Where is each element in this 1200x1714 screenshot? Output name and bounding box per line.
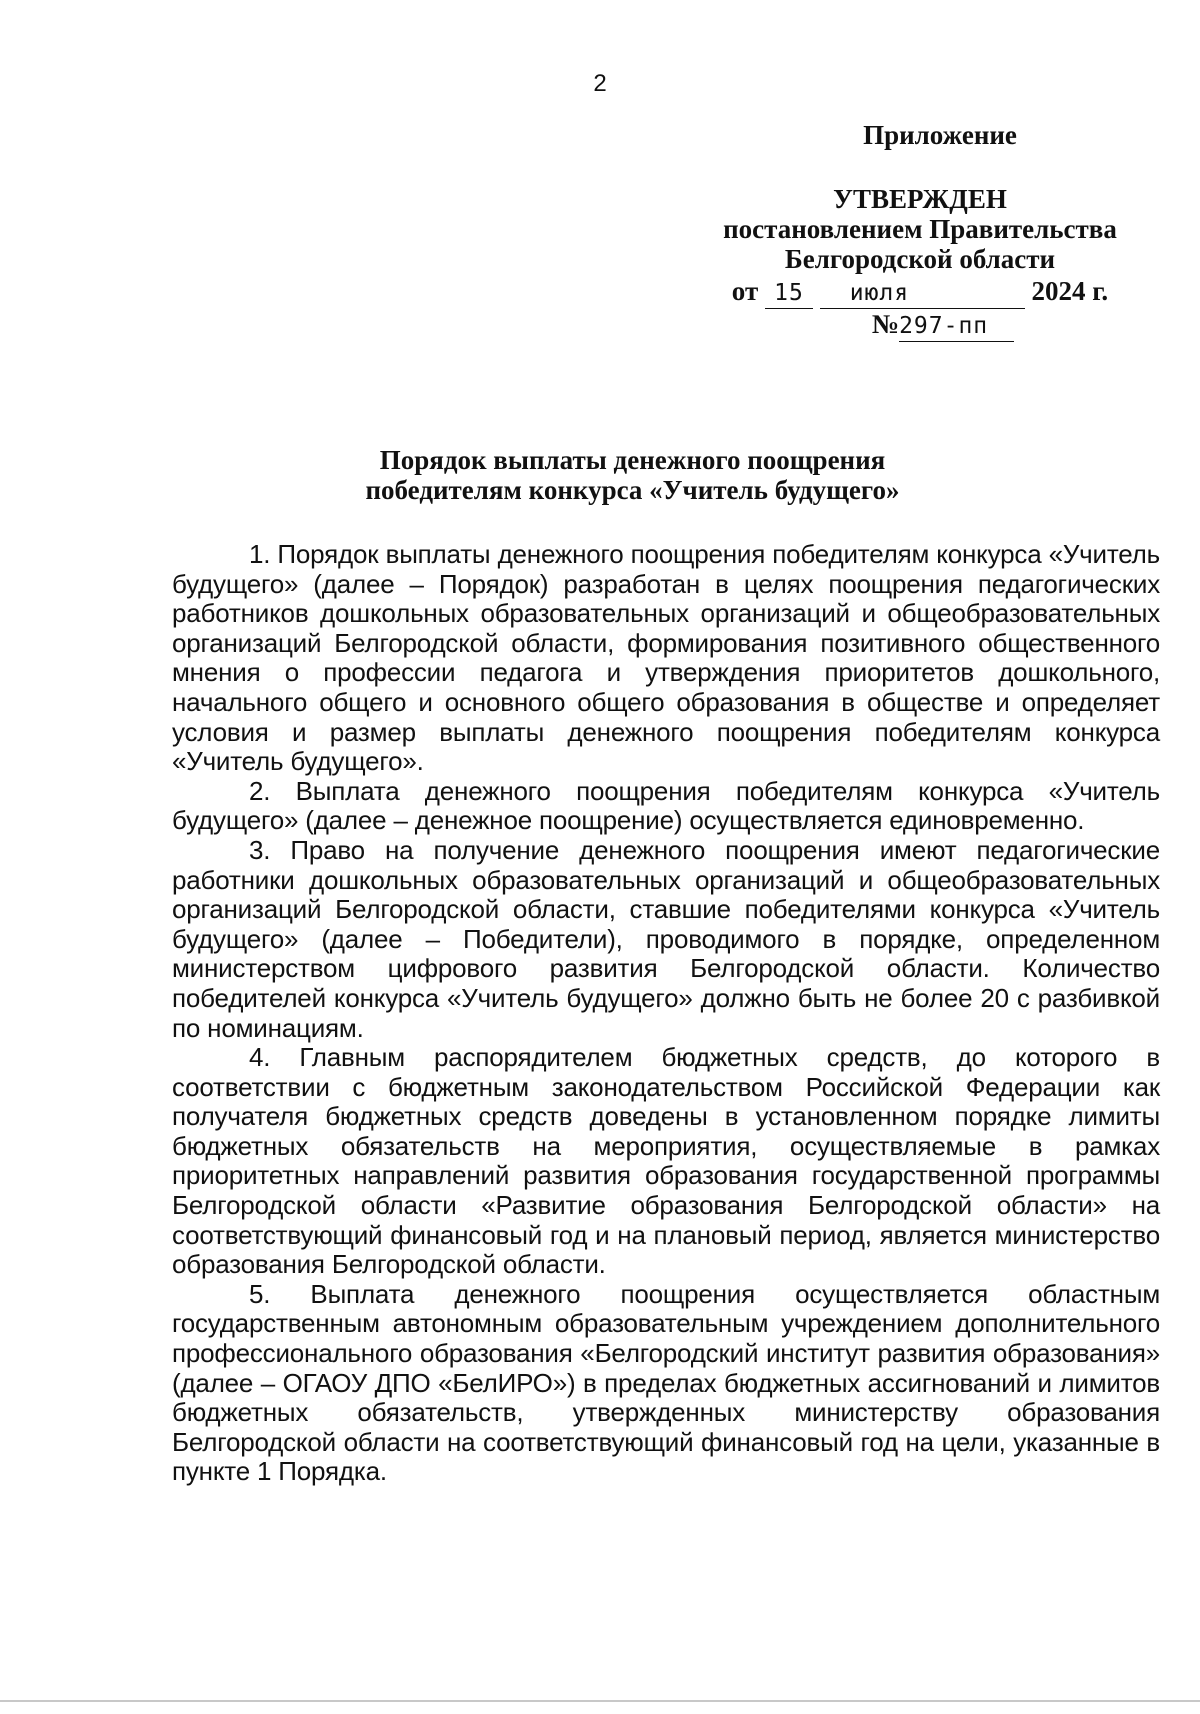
approved-heading: УТВЕРЖДЕН — [833, 184, 1007, 214]
appendix-label: Приложение — [863, 120, 1017, 150]
title-line-2: победителям конкурса «Учитель будущего» — [365, 475, 900, 505]
paragraph-1: 1. Порядок выплаты денежного поощрения победителям конкурса «Учитель будущего» (далее – Порядок) разработан в целях поощрения педагогических работников дошкольных образовательных организаций и общеобразовательных организаций Белгородской области, формирования позитивного общественного мнения о профессии педагога и утверждения приоритетов дошкольного, начального общего и основного общего образования в обществе и определяет условия и размер выплаты денежного поощрения победителям конкурса «Учитель будущего». — [172, 539, 1160, 777]
date-year: 2024 г. — [1031, 276, 1109, 306]
approval-block — [690, 120, 1150, 342]
date-month: июля — [820, 278, 1025, 309]
approval-authority-line1: постановлением Правительства — [723, 214, 1117, 244]
document-title — [150, 445, 1115, 505]
approval-authority-line2: Белгородской области — [784, 244, 1056, 274]
scan-edge-divider — [0, 1700, 1200, 1702]
paragraph-3: 3. Право на получение денежного поощрения имеют педагогические работники дошкольных образовательных организаций и общеобразовательных организаций Белгородской области, ставшие победителями конкурса «Учитель будущего» (далее – Победители), проводимого в порядке, определенном министерством цифрового развития Белгородской области. Количество победителей конкурса «Учитель будущего» должно быть не более 20 с разбивкой по номинациям. — [172, 834, 1160, 1043]
page-number: 2 — [593, 70, 607, 97]
paragraph-2: 2. Выплата денежного поощрения победителям конкурса «Учитель будущего» (далее – денежное поощрение) осуществляется единовременно. — [172, 775, 1160, 836]
document-body — [172, 540, 1160, 1487]
paragraph-5: 5. Выплата денежного поощрения осуществляется областным государственным автономным образовательным учреждением дополнительного профессионального образования «Белгородский институт развития образования» (далее – ОГАОУ ДПО «БелИРО») в пределах бюджетных ассигнований и лимитов бюджетных обязательств, утвержденных министерству образования Белгородской области на соответствующий финансовый год на цели, указанные в пункте 1 Порядка. — [172, 1278, 1160, 1487]
number-prefix: № — [871, 309, 900, 339]
paragraph-4: 4. Главным распорядителем бюджетных средств, до которого в соответствии с бюджетным законодательством Российской Федерации как получателя бюджетных средств доведены в установленном порядке лимиты бюджетных обязательств на мероприятия, осуществляемые в рамках приоритетных направлений развития образования государственной программы Белгородской области «Развитие образования Белгородской области» на соответствующий финансовый год и на плановый период, является министерство образования Белгородской области. — [172, 1042, 1160, 1280]
date-day: 15 — [765, 278, 813, 309]
approval-number-line — [690, 309, 1150, 342]
title-line-1: Порядок выплаты денежного поощрения — [379, 445, 886, 475]
date-prefix: от — [731, 276, 759, 306]
approval-date-line — [690, 276, 1150, 309]
document-number: 297-пп — [899, 311, 1014, 342]
